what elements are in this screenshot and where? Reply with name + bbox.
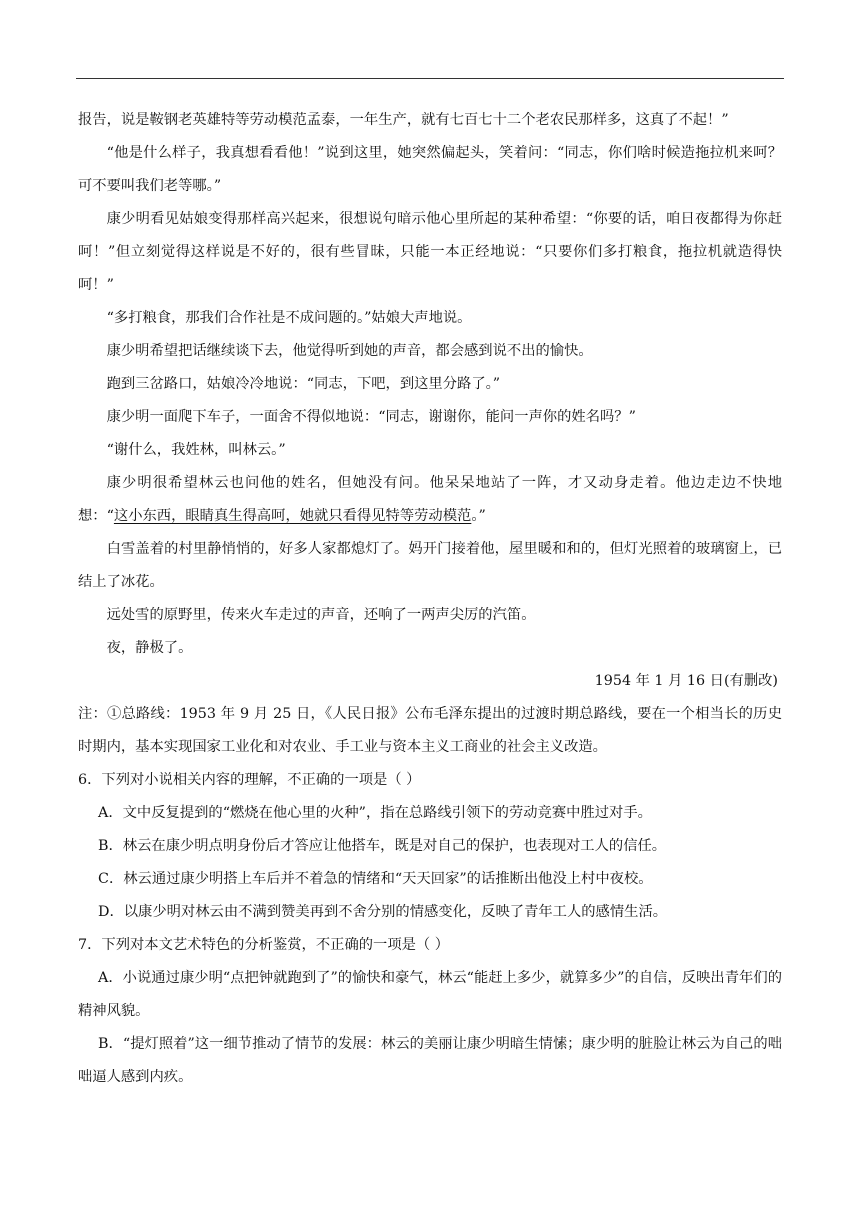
question-7-stem: 7．下列对本文艺术特色的分析鉴赏，不正确的一项是（ ） bbox=[78, 937, 450, 953]
paragraph: 白雪盖着的村里静悄悄的，好多人家都熄灯了。妈开门接着他，屋里暖和和的，但灯光照着的玻璃窗上，已结上了冰花。 bbox=[78, 541, 782, 590]
paragraph: 康少明一面爬下车子，一面舍不得似地说：“同志，谢谢你，能问一声你的姓名吗？” bbox=[106, 409, 636, 425]
thought-prefix: 康少明很希望林云也问他的姓名，但她没有问。他呆呆地站了一阵，才又动身走着。他边走边不快地想：“ bbox=[78, 475, 782, 524]
paragraph: “多打粮食，那我们合作社是不成问题的。”姑娘大声地说。 bbox=[106, 310, 472, 326]
paragraph: 康少明看见姑娘变得那样高兴起来，很想说句暗示他心里所起的某种希望：“你要的话，咱日夜都得为你赶呵！”但立刻觉得这样说是不好的，很有些冒昧，只能一本正经地说：“只要你们多打粮食，拖拉机就造得快呵！” bbox=[78, 211, 782, 293]
thought-suffix: 。” bbox=[471, 508, 486, 524]
paragraph: 夜，静极了。 bbox=[106, 640, 193, 656]
underlined-sentence: 这小东西，眼睛真生得高呵，她就只看得见特等劳动模范 bbox=[113, 508, 472, 524]
header-rule bbox=[76, 78, 784, 79]
question-6-option-d: D．以康少明对林云由不满到赞美再到不舍分别的情感变化，反映了青年工人的感情生活。 bbox=[98, 904, 668, 920]
question-6-option-c: C．林云通过康少明搭上车后并不着急的情绪和“天天回家”的话推断出他没上村中夜校。 bbox=[98, 871, 653, 887]
footnote: 注：①总路线：1953 年 9 月 25 日，《人民日报》公布毛泽东提出的过渡时期总路线，要在一个相当长的历史时期内，基本实现国家工业化和对农业、手工业与资本主义工商业的社会主义改造。 bbox=[78, 706, 782, 755]
paragraph: 康少明希望把话继续谈下去，他觉得听到她的声音，都会感到说不出的愉快。 bbox=[106, 343, 593, 359]
question-6-stem: 6．下列对小说相关内容的理解，不正确的一项是（ ） bbox=[78, 772, 421, 788]
question-7-option-a: A．小说通过康少明“点把钟就跑到了”的愉快和豪气，林云“能赶上多少，就算多少”的自信，反映出青年们的精神风貌。 bbox=[78, 970, 782, 1019]
paragraph-thought bbox=[78, 467, 782, 533]
date-line: 1954 年 1 月 16 日(有删改) bbox=[594, 673, 778, 689]
question-6-option-a: A．文中反复提到的“燃烧在他心里的火种”，指在总路线引领下的劳动竞赛中胜过对手。 bbox=[98, 805, 652, 821]
paragraph: 报告，说是鞍钢老英雄特等劳动模范孟泰，一年生产，就有七百七十二个老农民那样多，这真了不起！” bbox=[78, 112, 729, 128]
story-text bbox=[78, 104, 782, 1094]
paragraph: “他是什么样子，我真想看看他！”说到这里，她突然偏起头，笑着问：“同志，你们啥时候造拖拉机来呵？可不要叫我们老等哪。” bbox=[78, 145, 782, 194]
question-6-option-b: B．林云在康少明点明身份后才答应让他搭车，既是对自己的保护，也表现对工人的信任。 bbox=[98, 838, 667, 854]
paragraph: 跑到三岔路口，姑娘冷冷地说：“同志，下吧，到这里分路了。” bbox=[106, 376, 501, 392]
paragraph: “谢什么，我姓林，叫林云。” bbox=[106, 442, 286, 458]
question-7-option-b: B．“提灯照着”这一细节推动了情节的发展：林云的美丽让康少明暗生情愫；康少明的脏脸让林云为自己的咄咄逼人感到内疚。 bbox=[78, 1036, 782, 1085]
paragraph: 远处雪的原野里，传来火车走过的声音，还响了一两声尖厉的汽笛。 bbox=[106, 607, 536, 623]
